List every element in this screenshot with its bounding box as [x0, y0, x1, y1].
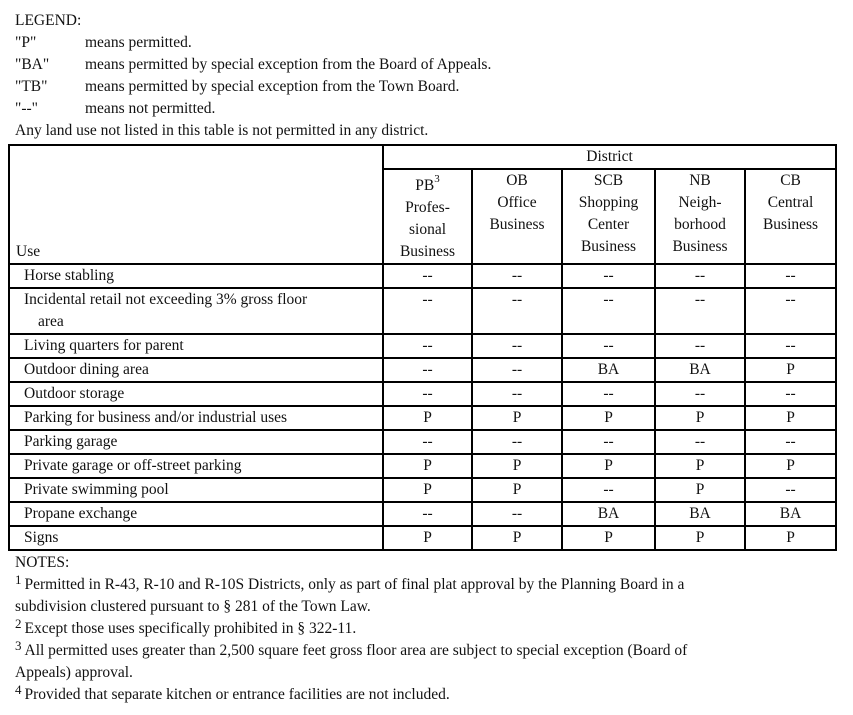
column-header-line: NB: [689, 172, 711, 189]
permission-cell: P: [562, 526, 655, 550]
table-row: [9, 406, 836, 430]
use-cell: [9, 406, 383, 430]
column-header-line: Business: [672, 238, 728, 255]
column-code: PB: [415, 177, 435, 195]
note-number: 2: [15, 615, 22, 631]
column-header-line: Profes-: [405, 199, 450, 217]
permission-cell: BA: [655, 502, 745, 526]
use-label: Private garage or off-street parking: [24, 457, 242, 475]
note-text: Provided that separate kitchen or entrance facilities are not included.: [24, 686, 450, 703]
note-line: [15, 637, 845, 662]
column-header-line: Business: [489, 216, 545, 233]
permission-cell: --: [745, 478, 836, 502]
legend-title: LEGEND:: [15, 12, 82, 29]
note-line: [15, 596, 845, 618]
note-text: All permitted uses greater than 2,500 square feet gross floor area are subject to special exception (Board of: [24, 642, 688, 659]
note-text: subdivision clustered pursuant to § 281 of the Town Law.: [15, 598, 371, 615]
legend-item: [15, 32, 845, 54]
table-row: [9, 526, 836, 550]
note-text: Appeals) approval.: [15, 664, 133, 681]
note-number: 4: [15, 681, 22, 697]
use-cell: [9, 288, 383, 334]
legend-meaning: means permitted by special exception from the Town Board.: [85, 78, 460, 95]
notes: [15, 552, 845, 706]
use-cell: [9, 478, 383, 502]
permission-cell: P: [383, 478, 472, 502]
permission-cell: P: [745, 358, 836, 382]
legend-meaning: means permitted by special exception from the Board of Appeals.: [85, 56, 492, 73]
column-header-line: OB: [506, 172, 528, 189]
use-cell: [9, 264, 383, 288]
legend-code: "--": [15, 100, 38, 117]
district-header: District: [383, 145, 836, 169]
column-header-line: borhood: [674, 216, 726, 233]
use-label: Outdoor dining area: [24, 361, 149, 379]
note-line: [15, 571, 845, 596]
district-column-header: [745, 169, 836, 264]
permission-cell: --: [472, 264, 562, 288]
column-header-line: [384, 170, 471, 197]
use-label: Propane exchange: [24, 505, 138, 523]
table-row: [9, 502, 836, 526]
column-header-line: Shopping: [578, 194, 639, 211]
permission-cell: --: [383, 334, 472, 358]
permission-cell: P: [655, 478, 745, 502]
use-label: Outdoor storage: [24, 385, 125, 403]
table-row: [9, 430, 836, 454]
column-header-line: Office: [497, 194, 537, 211]
permission-cell: BA: [562, 358, 655, 382]
column-header-line: Neigh-: [678, 194, 722, 211]
legend-item: [15, 98, 845, 120]
permission-cell: --: [383, 288, 472, 334]
permission-cell: --: [383, 430, 472, 454]
district-column-header: [562, 169, 655, 264]
permission-cell: P: [745, 526, 836, 550]
column-header-line: Center: [587, 216, 630, 233]
land-use-table: [8, 144, 837, 551]
use-cell: [9, 334, 383, 358]
column-header-line: SCB: [593, 172, 624, 189]
use-label: Incidental retail not exceeding 3% gross floor: [24, 291, 308, 309]
permission-cell: --: [383, 382, 472, 406]
permission-cell: --: [383, 358, 472, 382]
permission-cell: BA: [655, 358, 745, 382]
district-column-header: [655, 169, 745, 264]
table-row: [9, 358, 836, 382]
note-number: 3: [15, 637, 22, 653]
column-header-line: Central: [767, 194, 814, 211]
use-cell: [9, 382, 383, 406]
permission-cell: --: [655, 264, 745, 288]
permission-cell: --: [745, 288, 836, 334]
use-label: Horse stabling: [24, 267, 114, 285]
note-line: [15, 662, 845, 684]
column-header-line: CB: [780, 172, 801, 189]
permission-cell: --: [472, 382, 562, 406]
permission-cell: P: [472, 478, 562, 502]
table-row: [9, 334, 836, 358]
use-label: Signs: [24, 529, 59, 547]
legend-code: "TB": [15, 78, 48, 95]
use-cell: [9, 454, 383, 478]
legend: [15, 10, 845, 142]
permission-cell: --: [562, 334, 655, 358]
use-cell: [9, 502, 383, 526]
table-row: [9, 288, 836, 334]
legend-meaning: means permitted.: [85, 34, 192, 51]
use-cell: [9, 526, 383, 550]
notes-title: NOTES:: [15, 554, 70, 571]
permission-cell: --: [383, 264, 472, 288]
permission-cell: P: [655, 406, 745, 430]
column-header-line: Business: [762, 216, 819, 233]
column-header-line: Business: [399, 243, 456, 261]
permission-cell: BA: [745, 502, 836, 526]
permission-cell: P: [655, 454, 745, 478]
use-label: Living quarters for parent: [24, 337, 184, 355]
note-number: 1: [15, 571, 22, 587]
column-header-line: sional: [408, 221, 447, 239]
permission-cell: P: [745, 406, 836, 430]
permission-cell: --: [655, 288, 745, 334]
permission-cell: --: [472, 430, 562, 454]
table-row: [9, 382, 836, 406]
permission-cell: P: [562, 406, 655, 430]
district-column-header: [383, 169, 472, 264]
use-label: Parking for business and/or industrial uses: [24, 409, 288, 427]
permission-cell: P: [472, 526, 562, 550]
table-row: [9, 264, 836, 288]
legend-item: [15, 54, 845, 76]
use-label: Parking garage: [24, 433, 118, 451]
permission-cell: --: [562, 478, 655, 502]
permission-cell: --: [745, 382, 836, 406]
permission-cell: P: [562, 454, 655, 478]
permission-cell: P: [655, 526, 745, 550]
legend-meaning: means not permitted.: [85, 100, 216, 117]
permission-cell: --: [745, 264, 836, 288]
notes-list: [15, 571, 845, 706]
permission-cell: P: [383, 406, 472, 430]
permission-cell: --: [562, 264, 655, 288]
permission-cell: P: [472, 454, 562, 478]
table-row: [9, 454, 836, 478]
permission-cell: P: [745, 454, 836, 478]
use-label-continued: area: [38, 313, 64, 331]
permission-cell: BA: [562, 502, 655, 526]
column-header-line: Business: [580, 238, 637, 255]
permission-cell: --: [562, 430, 655, 454]
note-text: Except those uses specifically prohibited in § 322-11.: [24, 620, 357, 637]
use-label: Private swimming pool: [24, 481, 169, 499]
permission-cell: --: [472, 334, 562, 358]
permission-cell: --: [655, 430, 745, 454]
note-text: Permitted in R-43, R-10 and R-10S Districts, only as part of final plat approval by the Planning Board in a: [24, 576, 685, 593]
permission-cell: --: [472, 288, 562, 334]
legend-footer: Any land use not listed in this table is not permitted in any district.: [15, 122, 429, 139]
permission-cell: --: [472, 502, 562, 526]
permission-cell: --: [562, 288, 655, 334]
legend-code: "P": [15, 34, 37, 51]
use-cell: [9, 430, 383, 454]
table-row: [9, 478, 836, 502]
note-line: [15, 681, 845, 706]
note-line: [15, 615, 845, 640]
permission-cell: --: [745, 430, 836, 454]
permission-cell: --: [562, 382, 655, 406]
permission-cell: P: [472, 406, 562, 430]
footnote-ref: 3: [434, 173, 440, 185]
permission-cell: --: [383, 502, 472, 526]
use-column-header: Use: [9, 145, 383, 264]
district-column-header: [472, 169, 562, 264]
legend-item: [15, 76, 845, 98]
use-cell: [9, 358, 383, 382]
permission-cell: P: [383, 526, 472, 550]
permission-cell: --: [655, 334, 745, 358]
permission-cell: --: [745, 334, 836, 358]
permission-cell: --: [472, 358, 562, 382]
table-body: [9, 264, 836, 550]
legend-code: "BA": [15, 56, 50, 73]
permission-cell: --: [655, 382, 745, 406]
permission-cell: P: [383, 454, 472, 478]
